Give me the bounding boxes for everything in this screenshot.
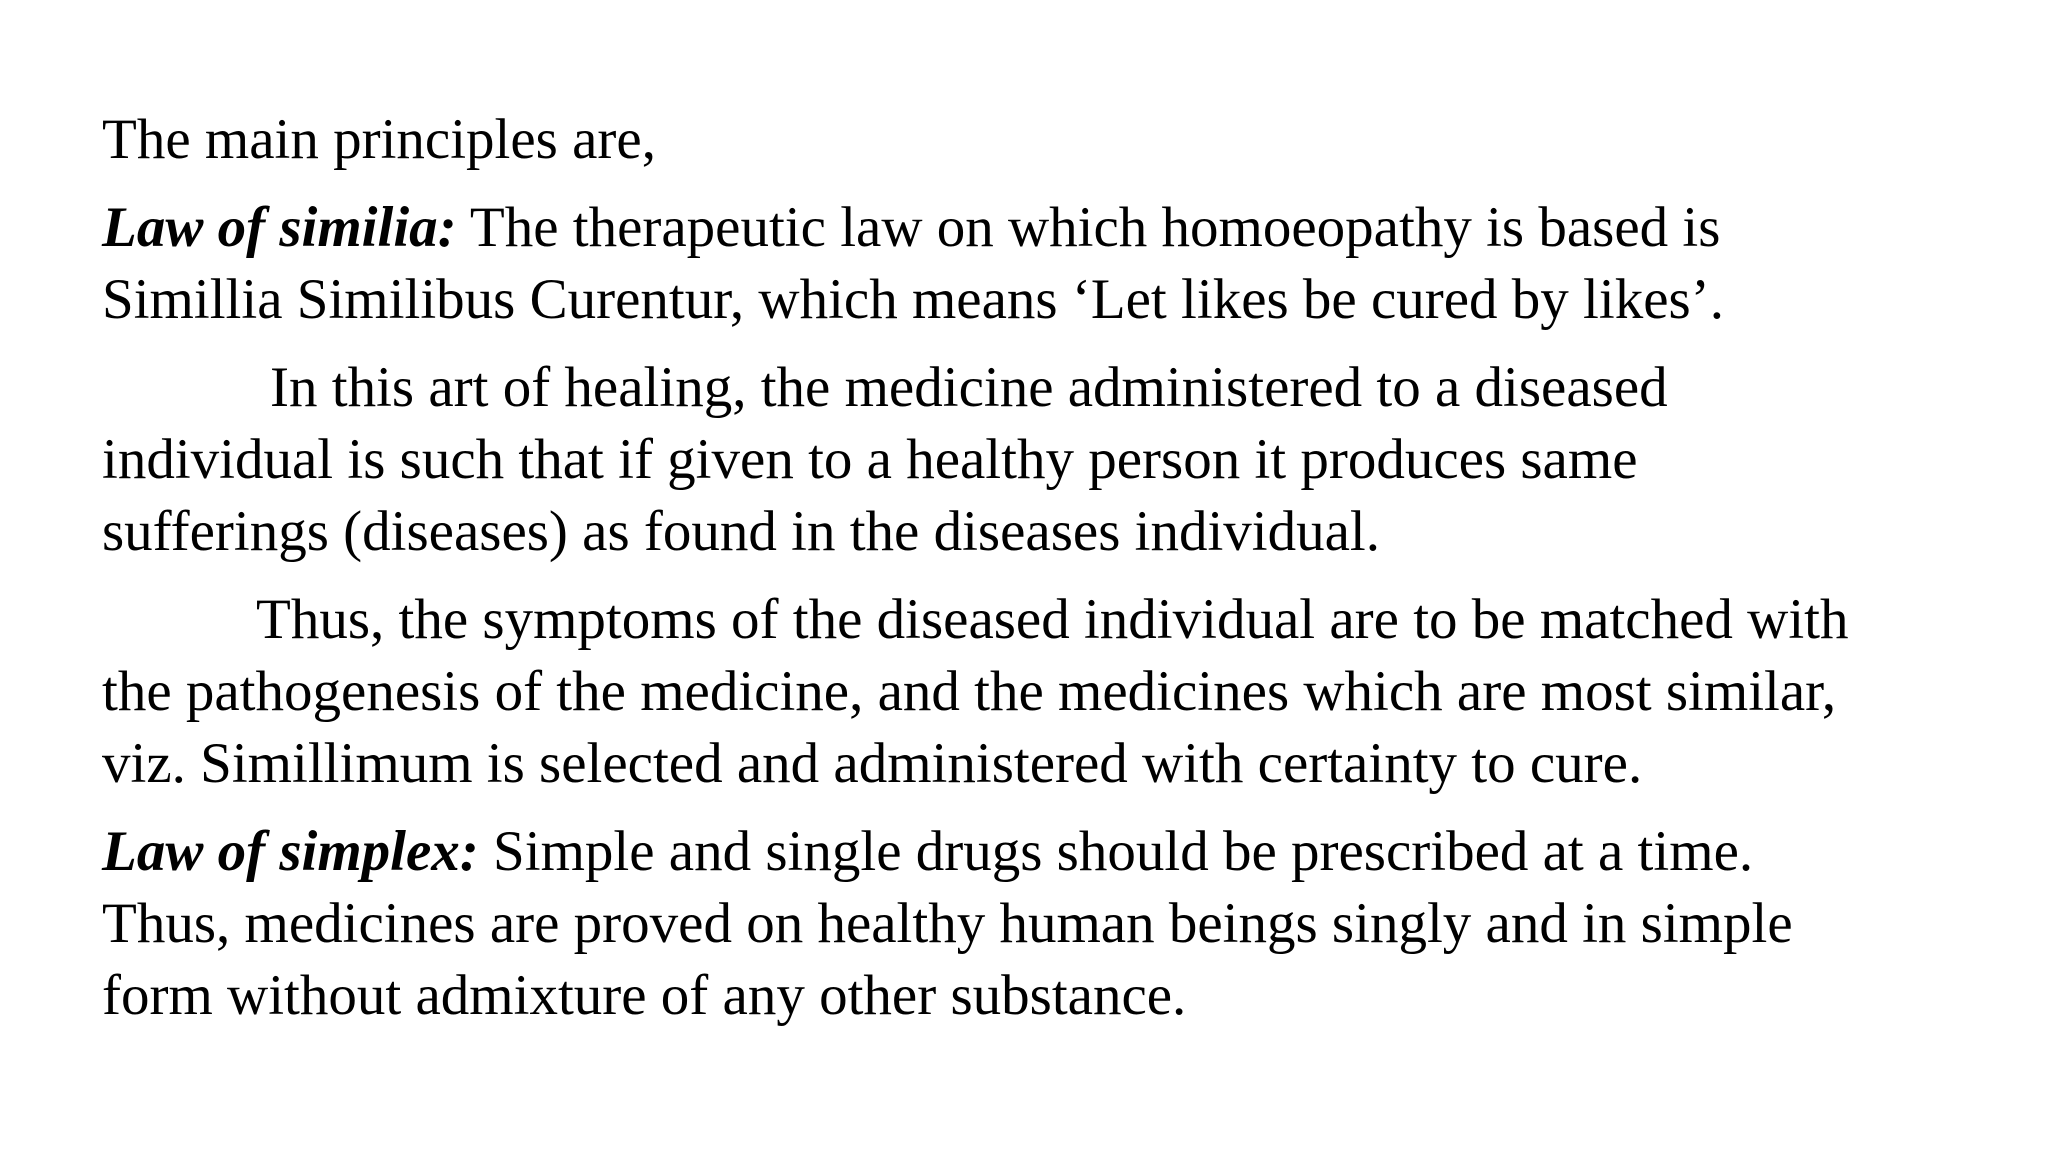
law-of-similia-paragraph (102, 192, 2002, 336)
simplex-term: Law of simplex: (102, 820, 479, 883)
healing-line-2: individual is such that if given to a healthy person it produces same (102, 428, 1638, 491)
simplex-line-2: Thus, medicines are proved on healthy human beings singly and in simple (102, 892, 1793, 955)
simplex-line-1-text: Simple and single drugs should be prescribed at a time. (478, 820, 1754, 883)
similia-line-1 (102, 192, 2002, 264)
healing-line-3: sufferings (diseases) as found in the diseases individual. (102, 500, 1381, 563)
healing-line-1: In this art of healing, the medicine administered to a diseased (270, 356, 1668, 419)
law-of-simplex-paragraph (102, 816, 2002, 1032)
similia-term: Law of similia: (102, 196, 457, 259)
healing-paragraph (102, 352, 2002, 568)
similia-line-2: Simillia Similibus Curentur, which means ‘Let likes be cured by likes’. (102, 268, 1724, 331)
simplex-line-1 (102, 816, 2002, 888)
intro-line: The main principles are, (102, 108, 656, 171)
text-body (102, 104, 2002, 1048)
intro-paragraph (102, 104, 2002, 176)
symptoms-line-2: the pathogenesis of the medicine, and the medicines which are most similar, (102, 660, 1837, 723)
symptoms-paragraph (102, 584, 2002, 800)
symptoms-line-3: viz. Simillimum is selected and administered with certainty to cure. (102, 732, 1643, 795)
symptoms-line-1: Thus, the symptoms of the diseased individual are to be matched with (256, 588, 1849, 651)
simplex-line-3: form without admixture of any other substance. (102, 964, 1187, 1027)
similia-line-1-text: The therapeutic law on which homoeopathy is based is (456, 196, 1721, 259)
